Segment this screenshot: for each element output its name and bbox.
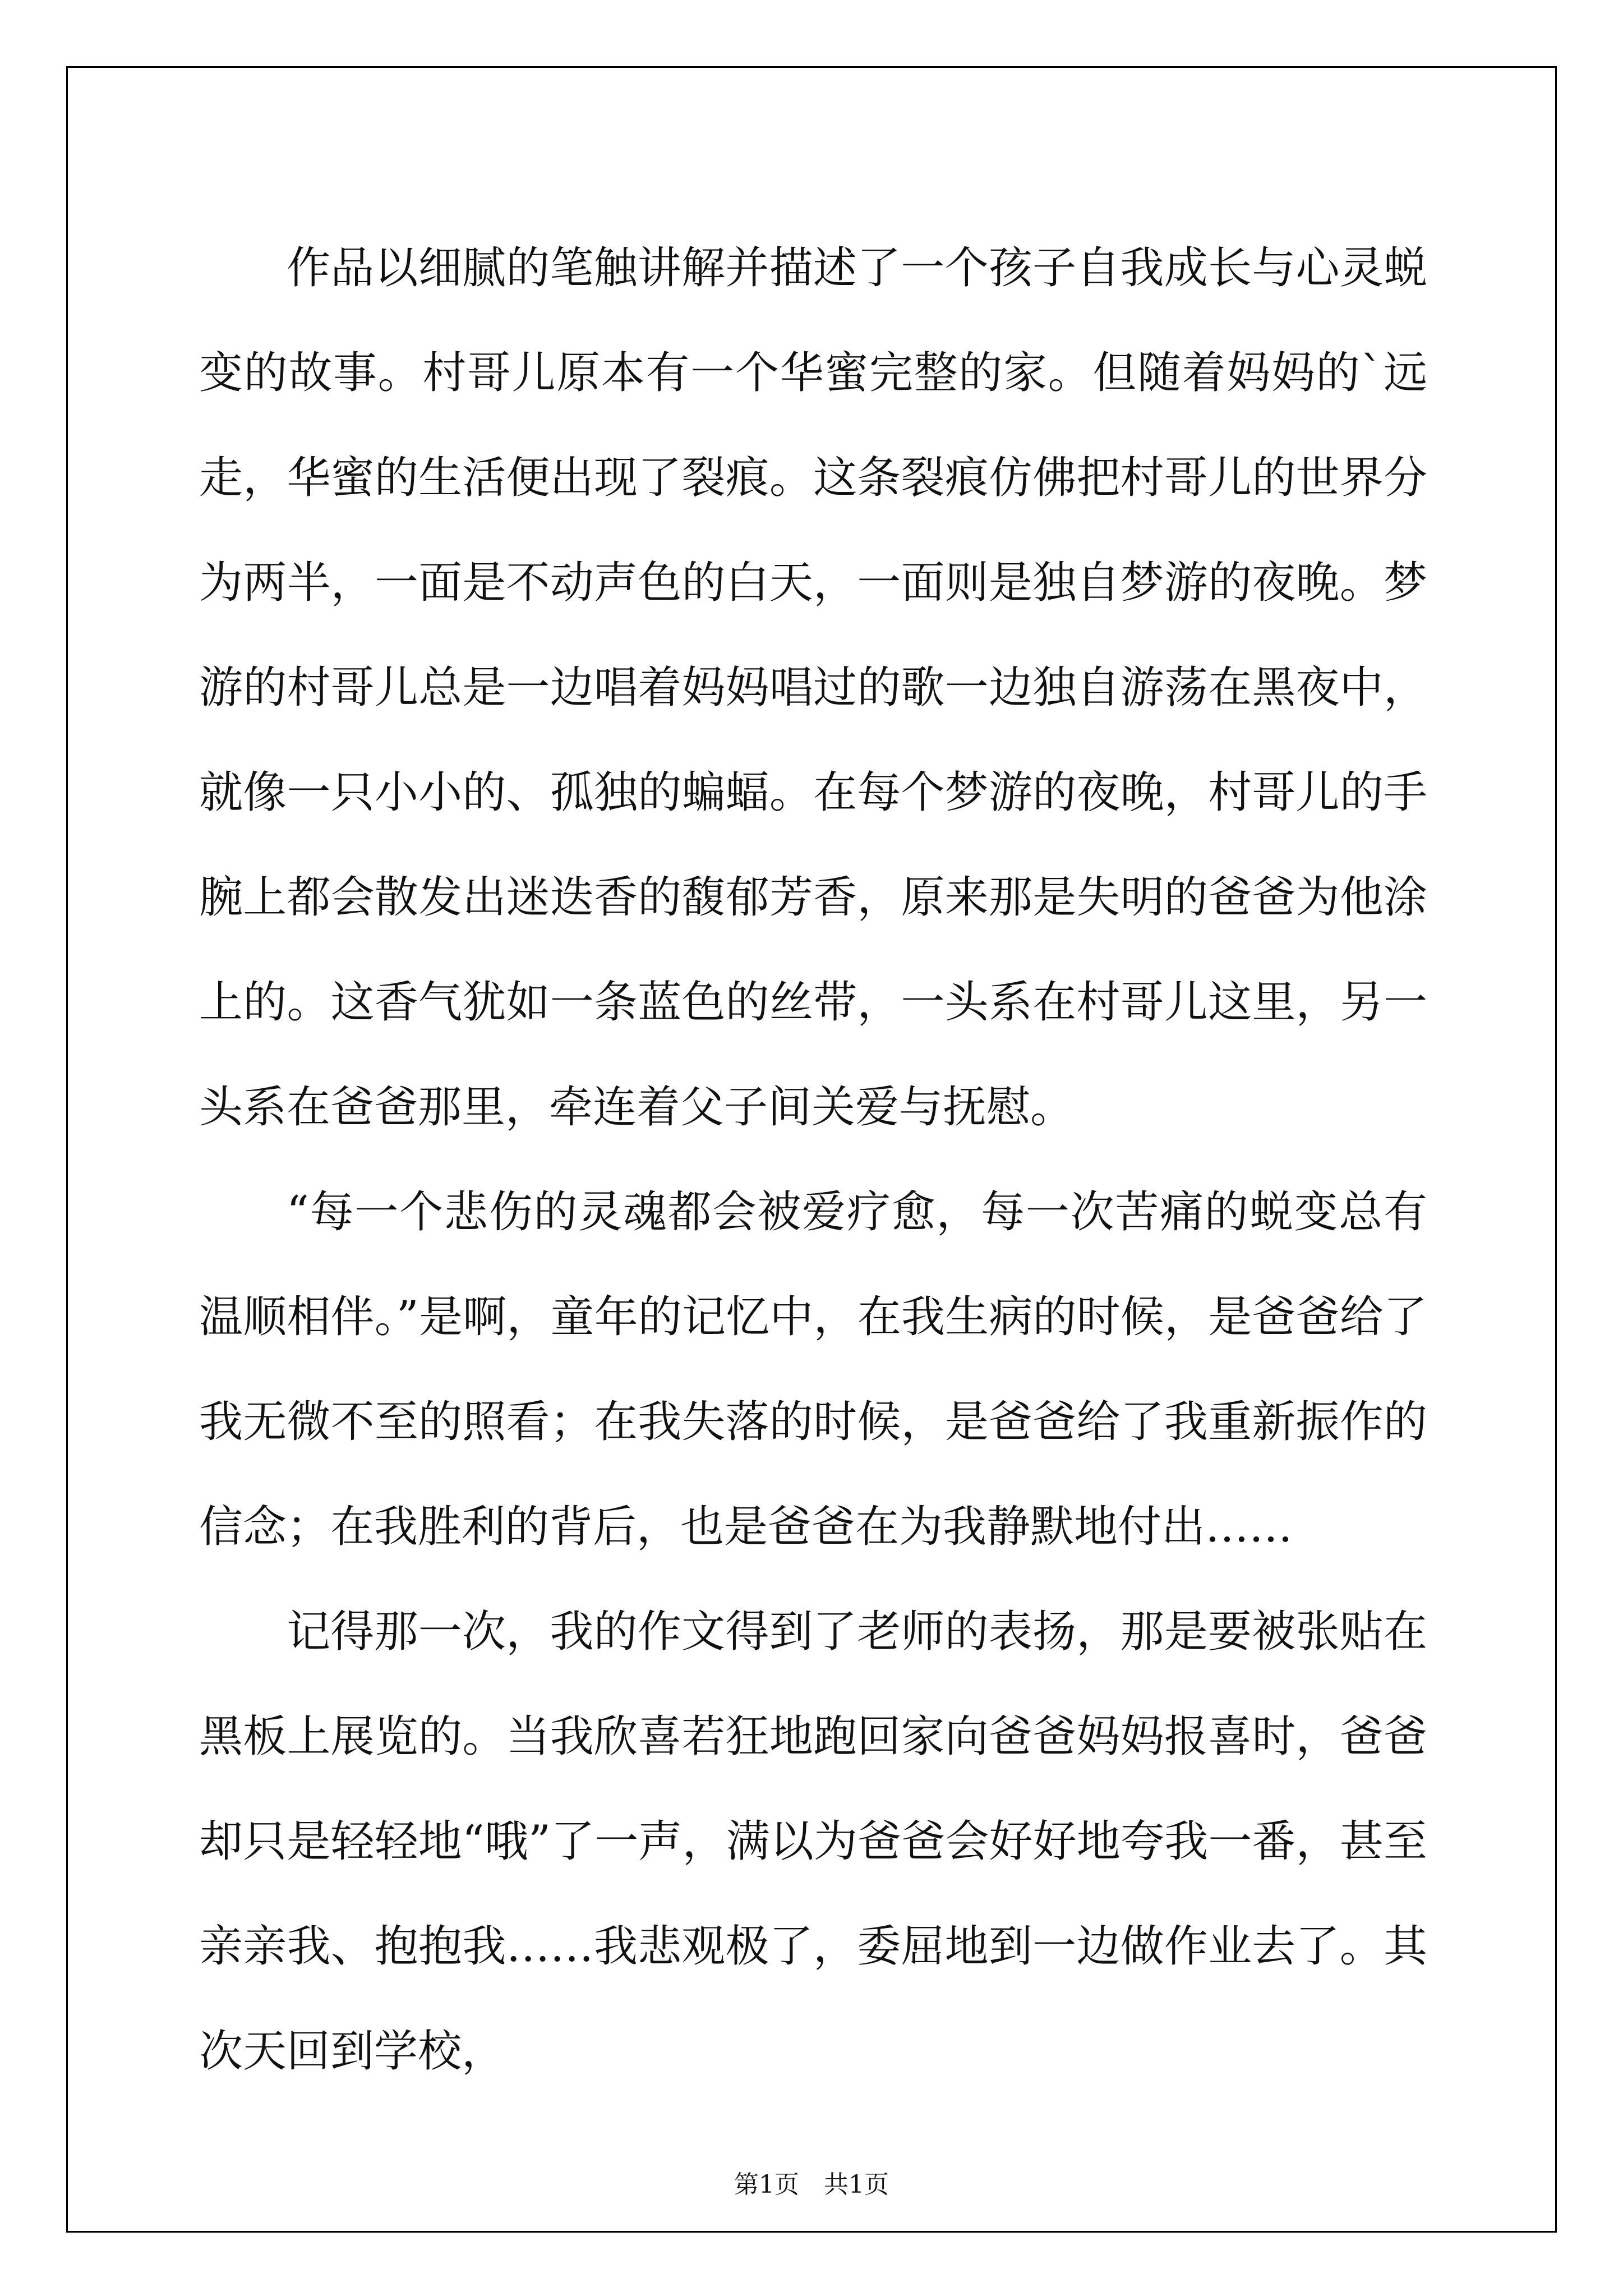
- document-body: [199, 216, 1427, 2104]
- paragraph-3: 记得那一次，我的作文得到了老师的表扬，那是要被张贴在黑板上展览的。当我欣喜若狂地跑回家向爸爸妈妈报喜时，爸爸却只是轻轻地“哦”了一声，满以为爸爸会好好地夸我一番，甚至亲亲我、抱抱我……我悲观极了，委屈地到一边做作业去了。其次天回到学校，: [199, 1607, 1427, 2077]
- paragraph-1: 作品以细腻的笔触讲解并描述了一个孩子自我成长与心灵蜕变的故事。村哥儿原本有一个华蜜完整的家。但随着妈妈的`远走，华蜜的生活便出现了裂痕。这条裂痕仿佛把村哥儿的世界分为两半，一面是不动声色的白天，一面则是独自梦游的夜晚。梦游的村哥儿总是一边唱着妈妈唱过的歌一边独自游荡在黑夜中，就像一只小小的、孤独的蝙蝠。在每个梦游的夜晚，村哥儿的手腕上都会散发出迷迭香的馥郁芳香，原来那是失明的爸爸为他涂上的。这香气犹如一条蓝色的丝带，一头系在村哥儿这里，另一头系在爸爸那里，牵连着父子间关爱与抚慰。: [199, 243, 1427, 1133]
- paragraph-2: “每一个悲伤的灵魂都会被爱疗愈，每一次苦痛的蜕变总有温顺相伴。”是啊，童年的记忆中，在我生病的时候，是爸爸给了我无微不至的照看；在我失落的时候，是爸爸给了我重新振作的信念；在我胜利的背后，也是爸爸在为我静默地付出……: [199, 1187, 1427, 1552]
- page-total: 共1页: [824, 2170, 889, 2199]
- page-footer: [0, 2164, 1623, 2200]
- page-number: 第1页: [734, 2170, 799, 2199]
